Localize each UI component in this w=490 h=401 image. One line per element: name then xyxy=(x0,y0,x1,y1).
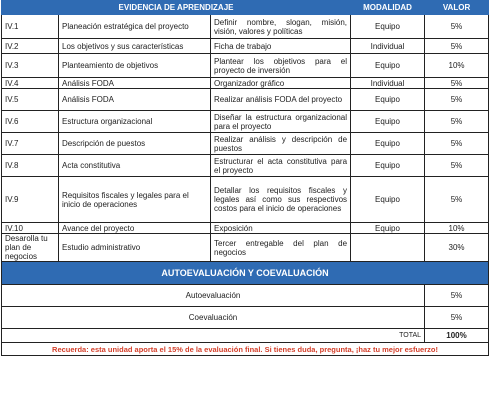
row-value: 5% xyxy=(425,78,489,89)
table-row xyxy=(2,89,489,111)
table-row xyxy=(2,155,489,177)
row-id: IV.8 xyxy=(2,155,59,177)
row-activity: Avance del proyecto xyxy=(59,223,211,234)
row-id: IV.9 xyxy=(2,177,59,223)
row-value: 5% xyxy=(425,133,489,155)
row-modality: Equipo xyxy=(351,177,425,223)
total-row xyxy=(2,329,489,343)
row-value: 5% xyxy=(425,155,489,177)
row-modality: Equipo xyxy=(351,155,425,177)
table-row xyxy=(2,223,489,234)
row-activity: Análisis FODA xyxy=(59,78,211,89)
row-id: IV.2 xyxy=(2,39,59,54)
self-eval-value: 5% xyxy=(425,285,489,307)
table-header-row xyxy=(2,0,489,15)
row-activity: Estructura organizacional xyxy=(59,111,211,133)
row-modality: Equipo xyxy=(351,15,425,39)
row-product: Diseñar la estructura organizacional para el proyecto xyxy=(211,111,351,133)
row-activity: Análisis FODA xyxy=(59,89,211,111)
row-product: Realizar análisis FODA del proyecto xyxy=(211,89,351,111)
row-value: 10% xyxy=(425,223,489,234)
row-id: IV.6 xyxy=(2,111,59,133)
row-value: 5% xyxy=(425,89,489,111)
row-value: 5% xyxy=(425,111,489,133)
self-eval-title: AUTOEVALUACIÓN Y COEVALUACIÓN xyxy=(2,262,489,285)
row-modality: Equipo xyxy=(351,133,425,155)
row-product: Ficha de trabajo xyxy=(211,39,351,54)
row-value: 30% xyxy=(425,234,489,262)
co-eval-label: Coevaluación xyxy=(2,307,425,329)
self-eval-row xyxy=(2,285,489,307)
row-product: Definir nombre, slogan, misión, visión, valores y políticas xyxy=(211,15,351,39)
evaluation-table xyxy=(1,0,489,356)
row-modality xyxy=(351,234,425,262)
note-row xyxy=(2,343,489,356)
table-row xyxy=(2,133,489,155)
row-product: Estructurar el acta constitutiva para el proyecto xyxy=(211,155,351,177)
row-id: IV.4 xyxy=(2,78,59,89)
co-eval-row xyxy=(2,307,489,329)
table-row xyxy=(2,39,489,54)
row-activity: Planteamiento de objetivos xyxy=(59,54,211,78)
row-product: Tercer entregable del plan de negocios xyxy=(211,234,351,262)
row-value: 5% xyxy=(425,39,489,54)
total-label: TOTAL xyxy=(2,329,425,343)
row-value: 5% xyxy=(425,177,489,223)
table-row xyxy=(2,177,489,223)
self-eval-label: Autoevaluación xyxy=(2,285,425,307)
header-modality: MODALIDAD xyxy=(351,0,425,15)
row-modality: Individual xyxy=(351,78,425,89)
row-id: IV.10 xyxy=(2,223,59,234)
table-row xyxy=(2,111,489,133)
row-id: IV.5 xyxy=(2,89,59,111)
row-product: Realizar análisis y descripción de puestos xyxy=(211,133,351,155)
row-modality: Equipo xyxy=(351,54,425,78)
row-modality: Equipo xyxy=(351,223,425,234)
row-modality: Equipo xyxy=(351,89,425,111)
row-activity: Los objetivos y sus características xyxy=(59,39,211,54)
row-product: Organizador gráfico xyxy=(211,78,351,89)
row-product: Detallar los requisitos fiscales y legales así como sus respectivos costos para el inicio de operaciones xyxy=(211,177,351,223)
row-modality: Individual xyxy=(351,39,425,54)
row-id: IV.3 xyxy=(2,54,59,78)
table-row xyxy=(2,78,489,89)
co-eval-value: 5% xyxy=(425,307,489,329)
row-value: 10% xyxy=(425,54,489,78)
header-evidence: EVIDENCIA DE APRENDIZAJE xyxy=(2,0,351,15)
total-value: 100% xyxy=(425,329,489,343)
row-value: 5% xyxy=(425,15,489,39)
row-activity: Estudio administrativo xyxy=(59,234,211,262)
self-eval-section-row xyxy=(2,262,489,285)
row-id: Desarolla tu plan de negocios xyxy=(2,234,59,262)
reminder-note: Recuerda: esta unidad aporta el 15% de la evaluación final. Si tienes duda, pregunta, ¡haz tu mejor esfuerzo! xyxy=(2,343,489,356)
row-product: Exposición xyxy=(211,223,351,234)
row-activity: Acta constitutiva xyxy=(59,155,211,177)
header-value: VALOR xyxy=(425,0,489,15)
table-row xyxy=(2,54,489,78)
row-activity: Requisitos fiscales y legales para el inicio de operaciones xyxy=(59,177,211,223)
row-activity: Planeación estratégica del proyecto xyxy=(59,15,211,39)
row-activity: Descripción de puestos xyxy=(59,133,211,155)
row-product: Plantear los objetivos para el proyecto de inversión xyxy=(211,54,351,78)
row-id: IV.1 xyxy=(2,15,59,39)
row-modality: Equipo xyxy=(351,111,425,133)
table-row xyxy=(2,234,489,262)
row-id: IV.7 xyxy=(2,133,59,155)
table-row xyxy=(2,15,489,39)
table-body xyxy=(2,15,489,262)
